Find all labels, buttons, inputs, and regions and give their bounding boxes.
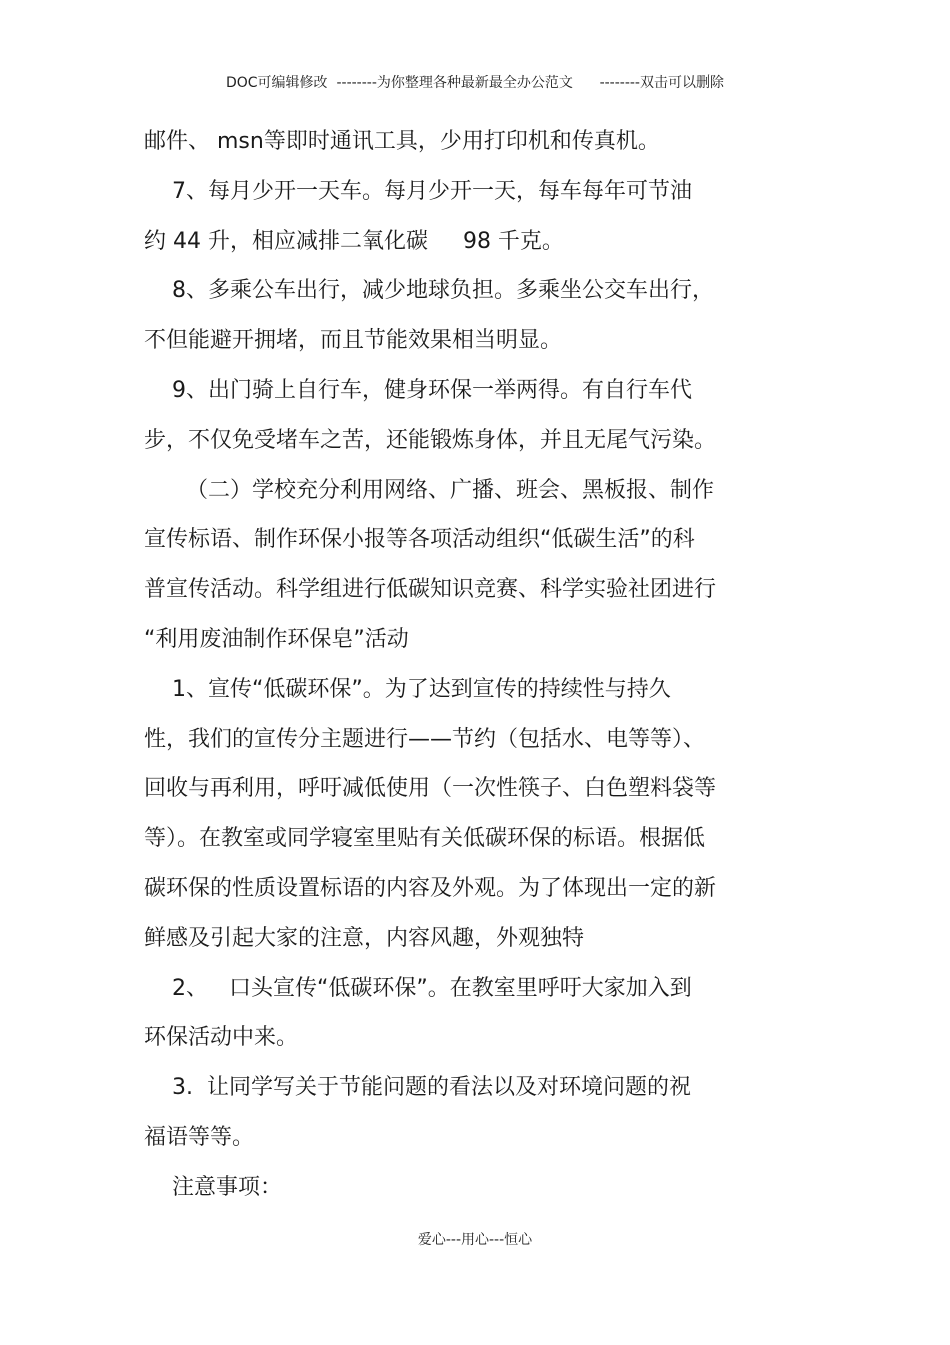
page-header: DOC可编辑修改 --------为你整理各种最新最全办公范文 --------双击可以删除 [225, 75, 724, 91]
page-footer: 爱心---用心---恒心 [417, 1232, 533, 1248]
paragraph [144, 117, 754, 167]
text-line: 3. 让同学写关于节能问题的看法以及对环境问题的祝 [144, 1075, 691, 1101]
text-line: 8、多乘公车出行，减少地球负担。多乘坐公交车出行， [144, 278, 714, 304]
paragraph [144, 266, 754, 366]
text-line: 性，我们的宣传分主题进行——节约（包括水、电等等）、 [144, 726, 706, 752]
paragraph [144, 167, 754, 267]
paragraph [144, 665, 754, 964]
document-body [144, 117, 754, 1213]
text-line: 福语等等。 [144, 1124, 255, 1150]
paragraph [144, 366, 754, 466]
text-line: 7、每月少开一天车。每月少开一天，每车每年可节油 [144, 178, 692, 204]
text-line: 1、宣传“低碳环保”。为了达到宣传的持续性与持久 [144, 676, 671, 702]
text-line: 不但能避开拥堵，而且节能效果相当明显。 [144, 328, 563, 354]
text-line: 邮件、 msn等即时通讯工具，少用打印机和传真机。 [144, 129, 660, 154]
text-line: 普宣传活动。科学组进行低碳知识竞赛、科学实验社团进行 [144, 577, 717, 603]
text-line: 2、 口头宣传“低碳环保”。在教室里呼吁大家加入到 [144, 975, 692, 1001]
text-line: 鲜感及引起大家的注意，内容风趣，外观独特 [144, 925, 585, 951]
text-line: 9、出门骑上自行车，健身环保一举两得。有自行车代 [144, 377, 692, 403]
text-line: 约 44 升，相应减排二氧化碳 98 千克。 [144, 228, 564, 254]
text-line: （二）学校充分利用网络、广播、班会、黑板报、制作 [144, 477, 714, 503]
text-line: 步，不仅免受堵车之苦，还能锻炼身体，并且无尾气污染。 [144, 427, 717, 453]
text-line: 宣传标语、制作环保小报等各项活动组织“低碳生活”的科 [144, 527, 695, 553]
text-line: 环保活动中来。 [144, 1025, 299, 1051]
paragraph [144, 964, 754, 1064]
paragraph [144, 1163, 754, 1213]
text-line: 回收与再利用，呼吁减低使用（一次性筷子、白色塑料袋等 [144, 776, 717, 802]
text-line: 等）。在教室或同学寝室里贴有关低碳环保的标语。根据低 [144, 826, 706, 852]
text-line: 碳环保的性质设置标语的内容及外观。为了体现出一定的新 [144, 875, 717, 901]
text-line: “利用废油制作环保皂”活动 [144, 626, 409, 652]
paragraph [144, 466, 754, 665]
text-line: 注意事项： [144, 1174, 282, 1200]
paragraph [144, 1063, 754, 1163]
